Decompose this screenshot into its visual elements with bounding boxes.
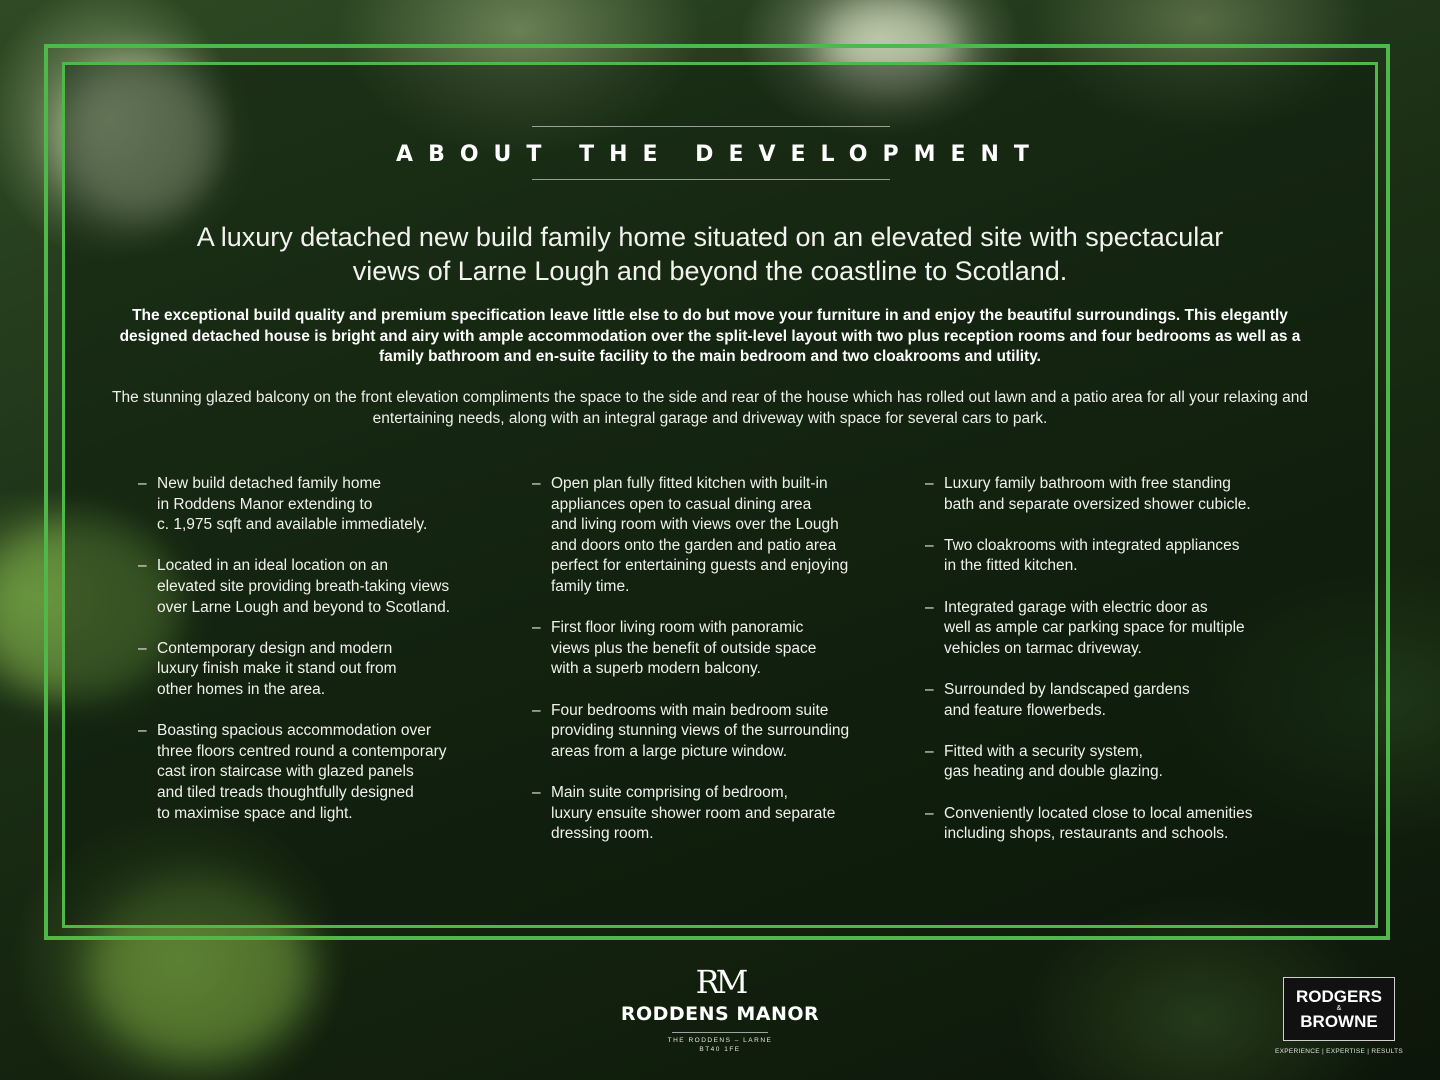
feature-list-item [925,598,1305,660]
feature-list-item [925,804,1305,845]
bullet-dash: – [532,783,541,801]
feature-text: Main suite comprising of bedroom, luxury ensuite shower room and separate dressing room. [551,783,836,843]
development-address [620,1036,820,1054]
agent-name-line-2: BROWNE [1300,1012,1378,1031]
bullet-dash: – [925,742,934,760]
feature-list-item [138,721,508,824]
feature-text: Located in an ideal location on an elevated site providing breath-taking views over Larne Lough and beyond to Scotland. [157,557,451,616]
agent-ampersand: & [1336,1005,1342,1012]
bullet-dash: – [138,639,147,657]
rodgers-browne-logo [1283,977,1395,1041]
bullet-dash: – [925,536,934,554]
feature-list-item [925,474,1305,515]
bullet-dash: – [925,804,934,822]
feature-text: Four bedrooms with main bedroom suite providing stunning views of the surrounding areas from a large picture window. [551,701,850,760]
feature-text: Open plan fully fitted kitchen with built-in appliances open to casual dining area and living room with views over the Lough and doors onto the garden and patio area perfect for entertaining guests and enjoying family time. [551,475,849,595]
feature-text: Luxury family bathroom with free standing bath and separate oversized shower cubicle. [944,475,1251,513]
agent-name-line-1: RODGERS [1296,987,1382,1006]
feature-list-item [925,536,1305,577]
feature-list-column-2 [532,474,902,865]
address-line-1: THE RODDENS – LARNE [667,1037,773,1044]
feature-text: Conveniently located close to local amenities including shops, restaurants and schools. [944,804,1253,843]
development-name: RODDENS MANOR [620,1003,820,1025]
feature-text: Surrounded by landscaped gardens and feature flowerbeds. [944,680,1190,719]
heading-rule-bottom [532,179,890,180]
heading-rule-top [532,126,890,127]
bullet-dash: – [925,475,934,492]
bullet-dash: – [925,598,934,616]
feature-text: Fitted with a security system, gas heating and double glazing. [944,742,1163,781]
feature-list-item [532,474,902,598]
feature-list-item [532,618,902,680]
feature-list-column-1 [138,474,508,845]
bullet-dash: – [532,475,541,492]
page-title: ABOUT THE DEVELOPMENT [396,142,1044,167]
intro-paragraph: The stunning glazed balcony on the front elevation compliments the space to the side and rear of the house which has rolled out lawn and a patio area for all your relaxing and entertaining needs, along with an integral garage and driveway with space for several cars to park. [112,389,1308,427]
bullet-dash: – [138,557,147,575]
logo-divider [672,1032,768,1033]
feature-text: Boasting spacious accommodation over three floors centred round a contemporary cast iron staircase with glazed panels and tiled treads thoughtfully designed to maximise space and light. [157,722,447,822]
feature-list-item [138,556,508,618]
agent-tagline: EXPERIENCE | EXPERTISE | RESULTS [1275,1048,1403,1055]
intro-bold-paragraph: The exceptional build quality and premium specification leave little else to do but move your furniture in and enjoy the beautiful surroundings. This elegantly designed detached house is bright and airy with ample accommodation over the split-level layout with two plus reception rooms and four bedrooms as well as a family bathroom and en-suite facility to the main bedroom and two cloakrooms and utility. [119,307,1301,365]
feature-text: Contemporary design and modern luxury finish make it stand out from other homes in the area. [157,639,397,698]
roddens-manor-logo: RM [695,963,745,1001]
feature-text: Two cloakrooms with integrated appliances in the fitted kitchen. [944,536,1240,575]
feature-list-item [925,680,1305,721]
feature-text: First floor living room with panoramic views plus the benefit of outside space with a superb modern balcony. [551,619,817,678]
bullet-dash: – [925,680,934,698]
feature-text: Integrated garage with electric door as well as ample car parking space for multiple vehicles on tarmac driveway. [944,598,1245,657]
bullet-dash: – [138,475,147,492]
feature-list-item [138,639,508,701]
feature-list-item [532,701,902,763]
bullet-dash: – [532,619,541,637]
feature-list-item [138,474,508,536]
lead-paragraph: A luxury detached new build family home situated on an elevated site with spectacular views of Larne Lough and beyond the coastline to Scotland. [196,222,1224,286]
feature-list-item [925,742,1305,783]
address-line-2: BT40 1FE [699,1046,741,1053]
bullet-dash: – [532,701,541,719]
bullet-dash: – [138,722,147,740]
feature-text: New build detached family home in Roddens Manor extending to c. 1,975 sqft and available immediately. [157,475,428,534]
feature-list-column-3 [925,474,1305,865]
feature-list-item [532,783,902,845]
